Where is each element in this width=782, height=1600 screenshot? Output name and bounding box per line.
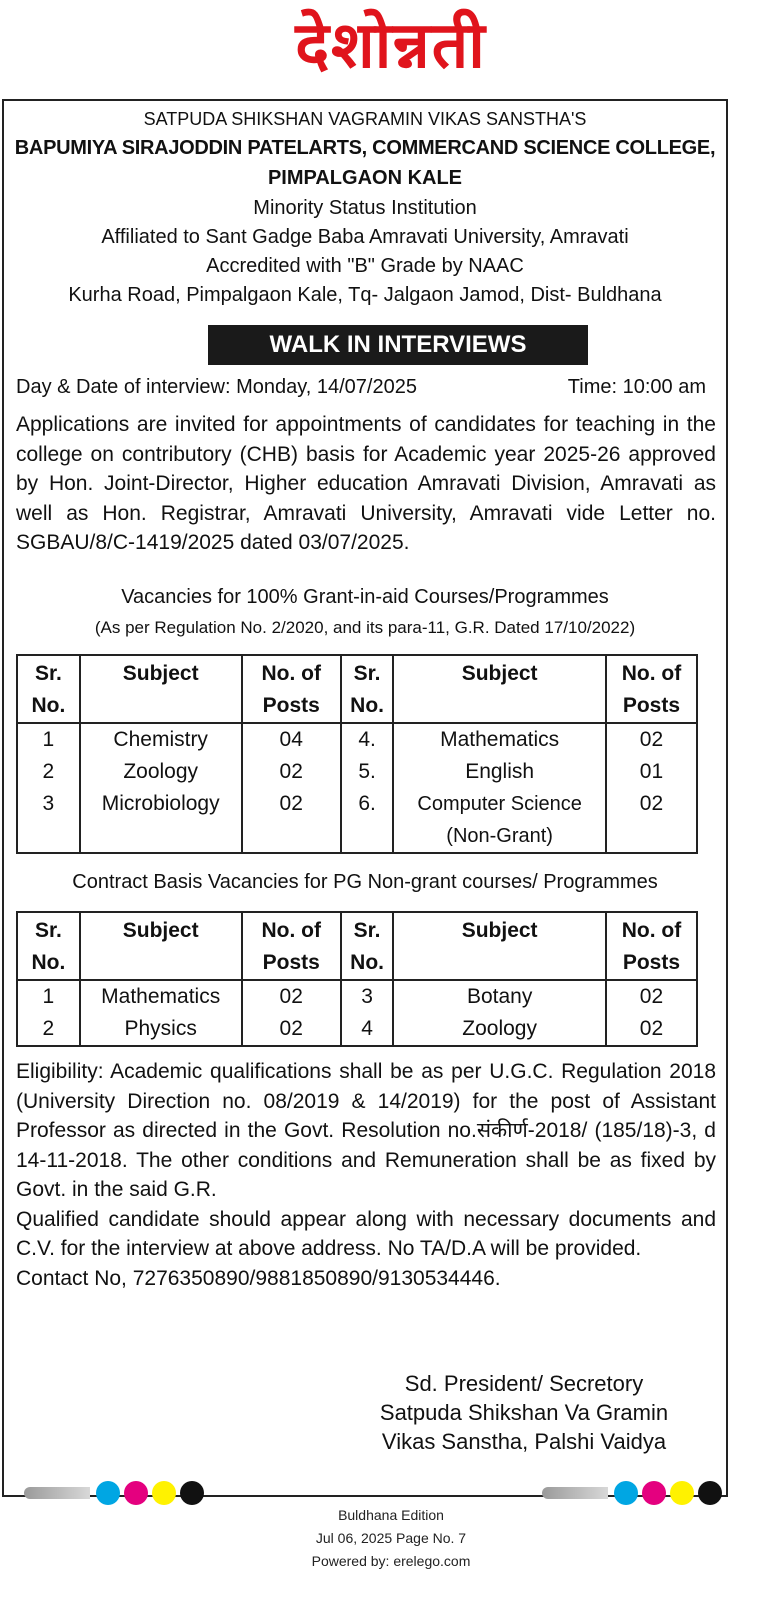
cell-posts: 02 bbox=[606, 980, 697, 1013]
print-registration-marks-right bbox=[542, 1486, 722, 1500]
magenta-dot bbox=[642, 1481, 666, 1505]
interview-date: Day & Date of interview: Monday, 14/07/2025 bbox=[16, 376, 417, 398]
col-subject: Subject bbox=[393, 655, 606, 723]
advertisement-box bbox=[2, 99, 728, 1497]
signature-title: Sd. President/ Secretory bbox=[404, 1371, 644, 1396]
col-subject: Subject bbox=[80, 655, 242, 723]
cell-subject: Computer Science (Non-Grant) bbox=[393, 788, 606, 853]
cell-posts: 02 bbox=[606, 788, 697, 853]
col-subject: Subject bbox=[80, 912, 242, 980]
cell-sr: 2 bbox=[17, 756, 80, 788]
eligibility-paragraph: Eligibility: Academic qualifications shall be as per U.G.C. Regulation 2018 (University Direction no. 08/2019 & 14/2019) for the post of Assistant Professor as directed in the Govt. Resolution no.संकीर्ण-2018/ (185/18)-3, d 14-11-2018. The other conditions and Remuneration shall be as fixed by Govt. in the said G.R. bbox=[16, 1060, 716, 1201]
cell-sr: 2 bbox=[17, 1013, 80, 1046]
footer-date-page: Jul 06, 2025 Page No. 7 bbox=[315, 1530, 467, 1546]
cell-subject: Physics bbox=[80, 1013, 242, 1046]
cell-sr: 3 bbox=[17, 788, 80, 853]
contract-vacancy-table bbox=[16, 911, 698, 1047]
cell-posts: 02 bbox=[606, 1013, 697, 1046]
contract-vacancies-heading: Contract Basis Vacancies for PG Non-grant courses/ Programmes bbox=[72, 871, 658, 893]
cell-posts: 02 bbox=[242, 756, 341, 788]
signature-org-line2: Vikas Sanstha, Palshi Vaidya bbox=[381, 1429, 667, 1454]
cell-subject: English bbox=[393, 756, 606, 788]
yellow-dot bbox=[152, 1481, 176, 1505]
col-sr-no: Sr. No. bbox=[341, 655, 394, 723]
signature-org-line1: Satpuda Shikshan Va Gramin bbox=[379, 1400, 669, 1425]
black-dot bbox=[698, 1481, 722, 1505]
grant-vacancy-table bbox=[16, 654, 698, 854]
col-subject: Subject bbox=[393, 912, 606, 980]
contact-numbers: Contact No, 7276350890/9881850890/9130534446. bbox=[16, 1266, 501, 1290]
table-row bbox=[17, 788, 697, 853]
cell-posts: 01 bbox=[606, 756, 697, 788]
eligibility-section bbox=[16, 1057, 716, 1293]
cell-sr: 3 bbox=[341, 980, 394, 1013]
cell-subject: Chemistry bbox=[80, 723, 242, 756]
cell-posts: 02 bbox=[242, 1013, 341, 1046]
table-row bbox=[17, 756, 697, 788]
minority-status: Minority Status Institution bbox=[253, 197, 477, 219]
grant-vacancies-heading: Vacancies for 100% Grant-in-aid Courses/Programmes bbox=[121, 586, 609, 608]
black-dot bbox=[180, 1481, 204, 1505]
interview-dateline bbox=[16, 376, 706, 399]
cell-subject: Mathematics bbox=[393, 723, 606, 756]
col-sr-no: Sr. No. bbox=[341, 912, 394, 980]
interview-time: Time: 10:00 am bbox=[567, 376, 706, 398]
regulation-note: (As per Regulation No. 2/2020, and its para-11, G.R. Dated 17/10/2022) bbox=[94, 618, 636, 637]
yellow-dot bbox=[670, 1481, 694, 1505]
cell-sr: 1 bbox=[17, 723, 80, 756]
cyan-dot bbox=[96, 1481, 120, 1505]
footer-powered-by[interactable]: Powered by: erelego.com bbox=[311, 1553, 471, 1569]
table-row bbox=[17, 980, 697, 1013]
cell-sr: 1 bbox=[17, 980, 80, 1013]
col-posts: No. of Posts bbox=[606, 655, 697, 723]
col-sr-no: Sr. No. bbox=[17, 655, 80, 723]
table-row bbox=[17, 1013, 697, 1046]
walk-in-banner: WALK IN INTERVIEWS bbox=[208, 325, 588, 365]
gray-gradient-bar bbox=[24, 1487, 90, 1499]
college-town: PIMPALGAON KALE bbox=[267, 167, 463, 189]
accreditation: Accredited with "B" Grade by NAAC bbox=[206, 255, 524, 277]
cell-subject: Mathematics bbox=[80, 980, 242, 1013]
qualified-paragraph: Qualified candidate should appear along with necessary documents and C.V. for the interview at above address. No TA/D.A will be provided. bbox=[16, 1207, 716, 1260]
col-posts: No. of Posts bbox=[242, 912, 341, 980]
col-posts: No. of Posts bbox=[606, 912, 697, 980]
cell-posts: 02 bbox=[606, 723, 697, 756]
col-posts: No. of Posts bbox=[242, 655, 341, 723]
cell-posts: 02 bbox=[242, 788, 341, 853]
cell-sr: 4. bbox=[341, 723, 394, 756]
gray-gradient-bar bbox=[542, 1487, 608, 1499]
address: Kurha Road, Pimpalgaon Kale, Tq- Jalgaon Jamod, Dist- Buldhana bbox=[68, 284, 662, 306]
cell-subject: Zoology bbox=[393, 1013, 606, 1046]
footer-edition: Buldhana Edition bbox=[338, 1507, 444, 1523]
intro-paragraph: Applications are invited for appointments of candidates for teaching in the college on contributory (CHB) basis for Academic year 2025-26 approved by Hon. Joint-Director, Higher education Amravati Division, Amravati as well as Hon. Registrar, Amravati University, Amravati vide Letter no. SGBAU/8/C-1419/2025 dated 03/07/2025. bbox=[16, 413, 716, 554]
signature-block bbox=[334, 1369, 714, 1456]
cell-posts: 02 bbox=[242, 980, 341, 1013]
col-sr-no: Sr. No. bbox=[17, 912, 80, 980]
trust-name: SATPUDA SHIKSHAN VAGRAMIN VIKAS SANSTHA'S bbox=[143, 109, 587, 129]
newspaper-masthead bbox=[0, 0, 782, 92]
cyan-dot bbox=[614, 1481, 638, 1505]
cell-subject: Botany bbox=[393, 980, 606, 1013]
cell-sr: 6. bbox=[341, 788, 394, 853]
cell-subject: Microbiology bbox=[80, 788, 242, 853]
college-name: BAPUMIYA SIRAJODDIN PATELARTS, COMMERCAND SCIENCE COLLEGE, bbox=[14, 137, 716, 159]
cell-sr: 5. bbox=[341, 756, 394, 788]
cell-sr: 4 bbox=[341, 1013, 394, 1046]
magenta-dot bbox=[124, 1481, 148, 1505]
cell-subject: Zoology bbox=[80, 756, 242, 788]
table-row bbox=[17, 723, 697, 756]
print-registration-marks-left bbox=[24, 1486, 204, 1500]
affiliation: Affiliated to Sant Gadge Baba Amravati University, Amravati bbox=[101, 226, 629, 248]
cell-posts: 04 bbox=[242, 723, 341, 756]
masthead-title: देशोन्नती bbox=[295, 9, 487, 83]
